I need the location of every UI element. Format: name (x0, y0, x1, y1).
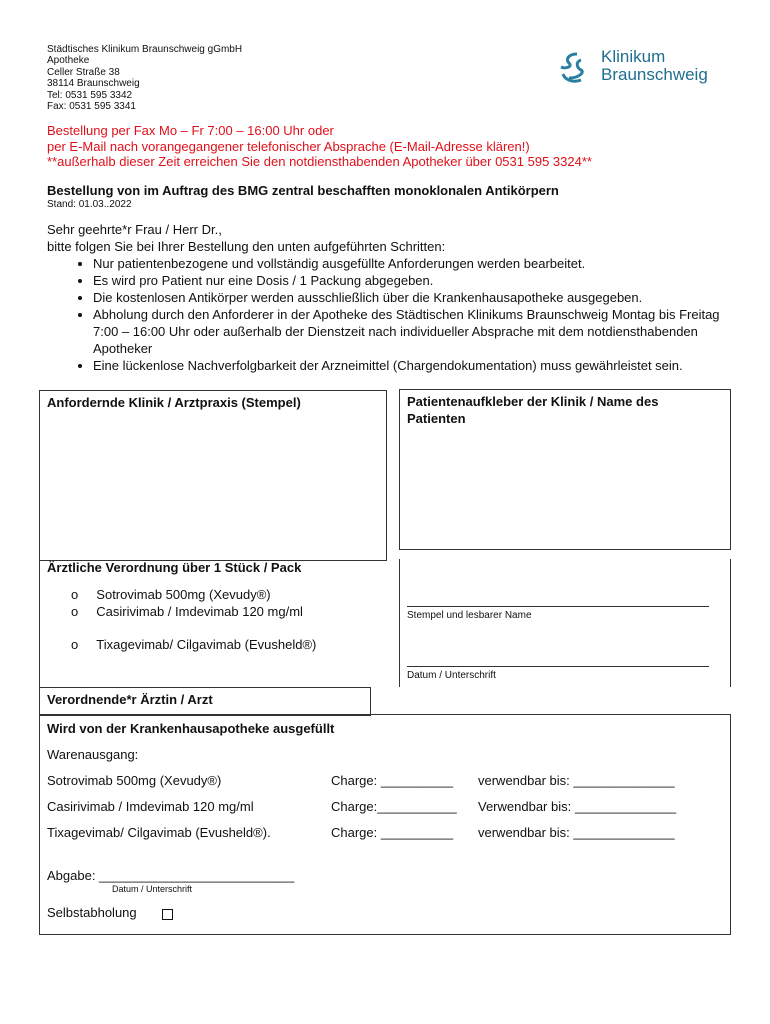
pickup-checkbox[interactable] (162, 909, 173, 920)
list-item: • Die kostenlosen Antikörper werden ausschließlich über die Krankenhausapotheke ausgegeben. (93, 289, 747, 306)
stamp-name-line[interactable] (407, 606, 709, 607)
date-signature-line[interactable] (407, 666, 709, 667)
signature-section (399, 559, 731, 687)
product-name: Sotrovimab 500mg (Xevudy®) (47, 773, 222, 788)
notice-line: **außerhalb dieser Zeit erreichen Sie den notdiensthabenden Apotheker über 0531 595 3324** (47, 154, 592, 169)
address-line: Städtisches Klinikum Braunschweig gGmbH (47, 44, 243, 55)
option-label: Tixagevimab/ Cilgavimab (Evusheld®) (96, 637, 317, 652)
abgabe-field[interactable]: Abgabe: ___________________________ (47, 868, 295, 883)
instruction-list (47, 255, 747, 374)
instructions-lead: bitte folgen Sie bei Ihrer Bestellung den unten aufgeführten Schritten: (47, 239, 446, 254)
charge-field[interactable]: Charge:___________ (331, 799, 457, 814)
address-line: Apotheke (47, 55, 90, 67)
prescriber-label: Verordnende*r Ärztin / Arzt (47, 692, 213, 707)
list-item: • Es wird pro Patient nur eine Dosis / 1 Packung abgegeben. (93, 272, 747, 289)
logo-text-line2: Braunschweig (601, 65, 708, 84)
option-label: Sotrovimab 500mg (Xevudy®) (96, 587, 271, 602)
list-item: • Abholung durch den Anforderer in der Apotheke des Städtischen Klinikums Braunschweig Montag bis Freitag 7:00 – 16:00 Uhr oder außerhalb der Dienstzeit nach individueller Absprache mit dem notdiensthabenden Apotheker (93, 306, 747, 357)
option-casirivimab[interactable]: o Casirivimab / Imdevimab 120 mg/ml (71, 604, 303, 619)
pharmacy-section (39, 714, 731, 935)
list-item: • Eine lückenlose Nachverfolgbarkeit der Arzneimittel (Chargendokumentation) muss gewährleistet sein. (93, 357, 747, 374)
address-line: 38114 Braunschweig (47, 78, 140, 90)
prescription-label: Ärztliche Verordnung über 1 Stück / Pack (47, 560, 302, 575)
patient-label-field[interactable] (399, 389, 731, 550)
warenausgang-label: Warenausgang: (47, 747, 139, 762)
option-label: Casirivimab / Imdevimab 120 mg/ml (96, 604, 303, 619)
address-line: Tel: 0531 595 3342 (47, 89, 133, 101)
pickup-label: Selbstabholung (47, 905, 137, 920)
stamp-name-caption: Stempel und lesbarer Name (407, 610, 532, 621)
prescription-section (39, 559, 386, 687)
sender-address (47, 44, 242, 112)
prescriber-field[interactable] (39, 687, 371, 716)
charge-field[interactable]: Charge: __________ (331, 773, 454, 788)
document-title: Bestellung von im Auftrag des BMG zentral beschafften monoklonalen Antikörpern (47, 183, 559, 198)
greeting: Sehr geehrte*r Frau / Herr Dr., (47, 222, 222, 237)
instructions (47, 221, 747, 374)
expiry-field[interactable]: verwendbar bis: ______________ (478, 825, 675, 840)
charge-field[interactable]: Charge: __________ (331, 825, 454, 840)
product-name: Casirivimab / Imdevimab 120 mg/ml (47, 799, 254, 814)
clinic-stamp-field[interactable] (39, 390, 387, 561)
list-item: • Nur patientenbezogene und vollständig ausgefüllte Anforderungen werden bearbeitet. (93, 255, 747, 272)
address-line: Celler Straße 38 (47, 66, 120, 78)
notice-line: per E-Mail nach vorangegangener telefonischer Absprache (E-Mail-Adresse klären!) (47, 138, 530, 154)
product-name: Tixagevimab/ Cilgavimab (Evusheld®). (47, 825, 271, 840)
option-tixagevimab[interactable]: o Tixagevimab/ Cilgavimab (Evusheld®) (71, 637, 317, 652)
patient-label-label: Patientenaufkleber der Klinik / Name des Patienten (407, 394, 659, 426)
date-signature-caption: Datum / Unterschrift (407, 670, 496, 681)
logo-text-line1: Klinikum (601, 47, 666, 66)
expiry-field[interactable]: verwendbar bis: ______________ (478, 773, 675, 788)
logo-mark-icon (555, 50, 591, 86)
klinikum-logo (555, 47, 708, 92)
address-line: Fax: 0531 595 3341 (47, 101, 136, 113)
pharmacy-heading: Wird von der Krankenhausapotheke ausgefüllt (47, 721, 335, 736)
option-sotrovimab[interactable]: o Sotrovimab 500mg (Xevudy®) (71, 587, 271, 602)
clinic-stamp-label: Anfordernde Klinik / Arztpraxis (Stempel) (47, 395, 301, 410)
order-notice (47, 123, 592, 170)
expiry-field[interactable]: Verwendbar bis: ______________ (478, 799, 677, 814)
document-date: Stand: 01.03..2022 (47, 199, 132, 210)
abgabe-caption: Datum / Unterschrift (112, 884, 193, 894)
notice-line: Bestellung per Fax Mo – Fr 7:00 – 16:00 Uhr oder (47, 123, 334, 138)
